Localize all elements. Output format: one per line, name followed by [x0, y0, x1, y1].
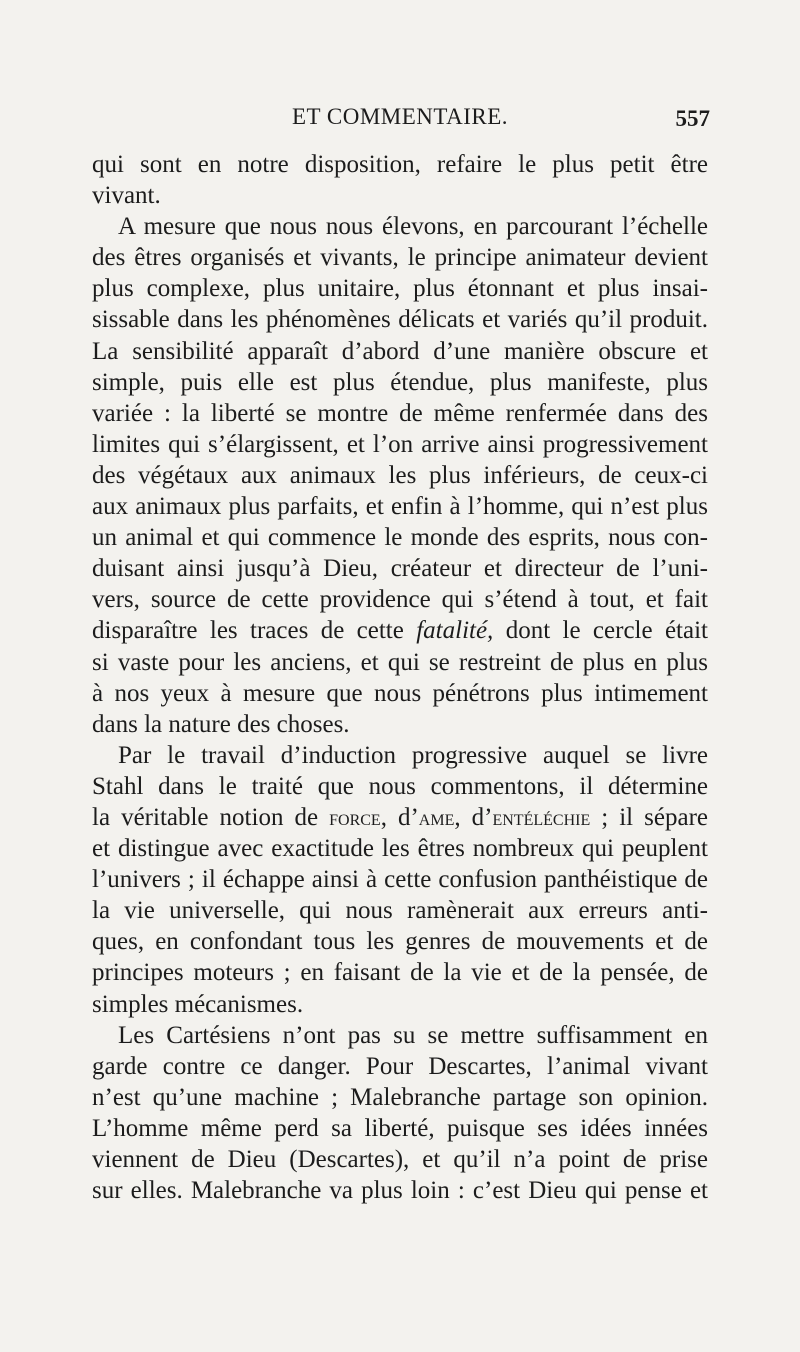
text-line: dans la nature des choses.	[92, 710, 350, 738]
text-run: disparaître les traces de cette	[92, 617, 417, 645]
running-head: ET COMMENTAIRE.	[291, 104, 509, 129]
text-line: et distingue avec exactitude les êtres nombreux qui peuplent	[92, 835, 708, 863]
text-run: ; il sépare	[590, 803, 708, 831]
text-line: des végétaux aux animaux les plus inférieurs, de ceux-ci	[92, 461, 708, 489]
text-line: aux animaux plus parfaits, et enfin à l’homme, qui n’est plus	[92, 493, 708, 521]
small-caps-term-ame: ame	[418, 804, 455, 830]
text-line: l’univers ; il échappe ainsi à cette confusion panthéistique de	[92, 866, 708, 894]
text-line: vers, source de cette providence qui s’étend à tout, et fait	[92, 586, 708, 614]
text-run: la véritable notion de	[92, 803, 330, 831]
text-line: sissable dans les phénomènes délicats et variés qu’il produit.	[92, 306, 708, 334]
text-line: L’homme même perd sa liberté, puisque ses idées innées	[92, 1114, 708, 1142]
text-line: sur elles. Malebranche va plus loin : c’est Dieu qui pense et	[92, 1177, 708, 1205]
small-caps-term-force: force	[329, 804, 381, 830]
body-text	[92, 149, 708, 1206]
text-line: un animal et qui commence le monde des esprits, nous con-	[92, 524, 708, 552]
text-line: Les Cartésiens n’ont pas su se mettre suffisamment en	[118, 1021, 708, 1049]
text-line: A mesure que nous nous élevons, en parcourant l’échelle	[118, 213, 708, 241]
page-header	[92, 104, 708, 138]
text-line: Par le travail d’induction progressive auquel se livre	[118, 741, 708, 769]
text-line: à nos yeux à mesure que nous pénétrons plus intimement	[92, 679, 708, 707]
text-run: dont le cercle était	[493, 617, 708, 645]
text-line: duisant ainsi jusqu’à Dieu, créateur et directeur de l’uni-	[92, 555, 708, 583]
text-line: vivant.	[92, 182, 161, 210]
text-line: Stahl dans le traité que nous commentons, il détermine	[92, 772, 708, 800]
text-line: garde contre ce danger. Pour Descartes, l’animal vivant	[92, 1052, 708, 1080]
text-line	[92, 802, 708, 833]
text-line: qui sont en notre disposition, refaire le plus petit être	[92, 151, 708, 178]
text-line: plus complexe, plus unitaire, plus étonnant et plus insai-	[92, 275, 708, 303]
text-line: ques, en confondant tous les genres de mouvements et de	[92, 928, 708, 956]
small-caps-term-entelechie: entéléchie	[492, 804, 591, 830]
text-line: viennent de Dieu (Descartes), et qu’il n’a point de prise	[92, 1146, 708, 1173]
text-run: , d’	[454, 803, 493, 831]
text-line: la vie universelle, qui nous ramènerait aux erreurs anti-	[92, 897, 708, 925]
text-line: simple, puis elle est plus étendue, plus manifeste, plus	[92, 368, 708, 396]
text-line: simples mécanismes.	[92, 990, 304, 1018]
text-line: n’est qu’une machine ; Malebranche partage son opinion.	[92, 1083, 708, 1111]
page-number: 557	[675, 106, 710, 131]
text-line: si vaste pour les anciens, et qui se restreint de plus en plus	[92, 648, 708, 676]
text-line: des êtres organisés et vivants, le principe animateur devient	[92, 244, 708, 272]
text-line: La sensibilité apparaît d’abord d’une manière obscure et	[92, 337, 708, 365]
text-line: limites qui s’élargissent, et l’on arrive ainsi progressivement	[92, 430, 708, 458]
text-line	[92, 615, 708, 646]
text-run: , d’	[380, 803, 419, 831]
italic-term-fatalite: fatalité,	[416, 617, 494, 645]
text-line: variée : la liberté se montre de même renfermée dans des	[92, 399, 708, 427]
text-line: principes moteurs ; en faisant de la vie et de la pensée, de	[92, 959, 708, 987]
